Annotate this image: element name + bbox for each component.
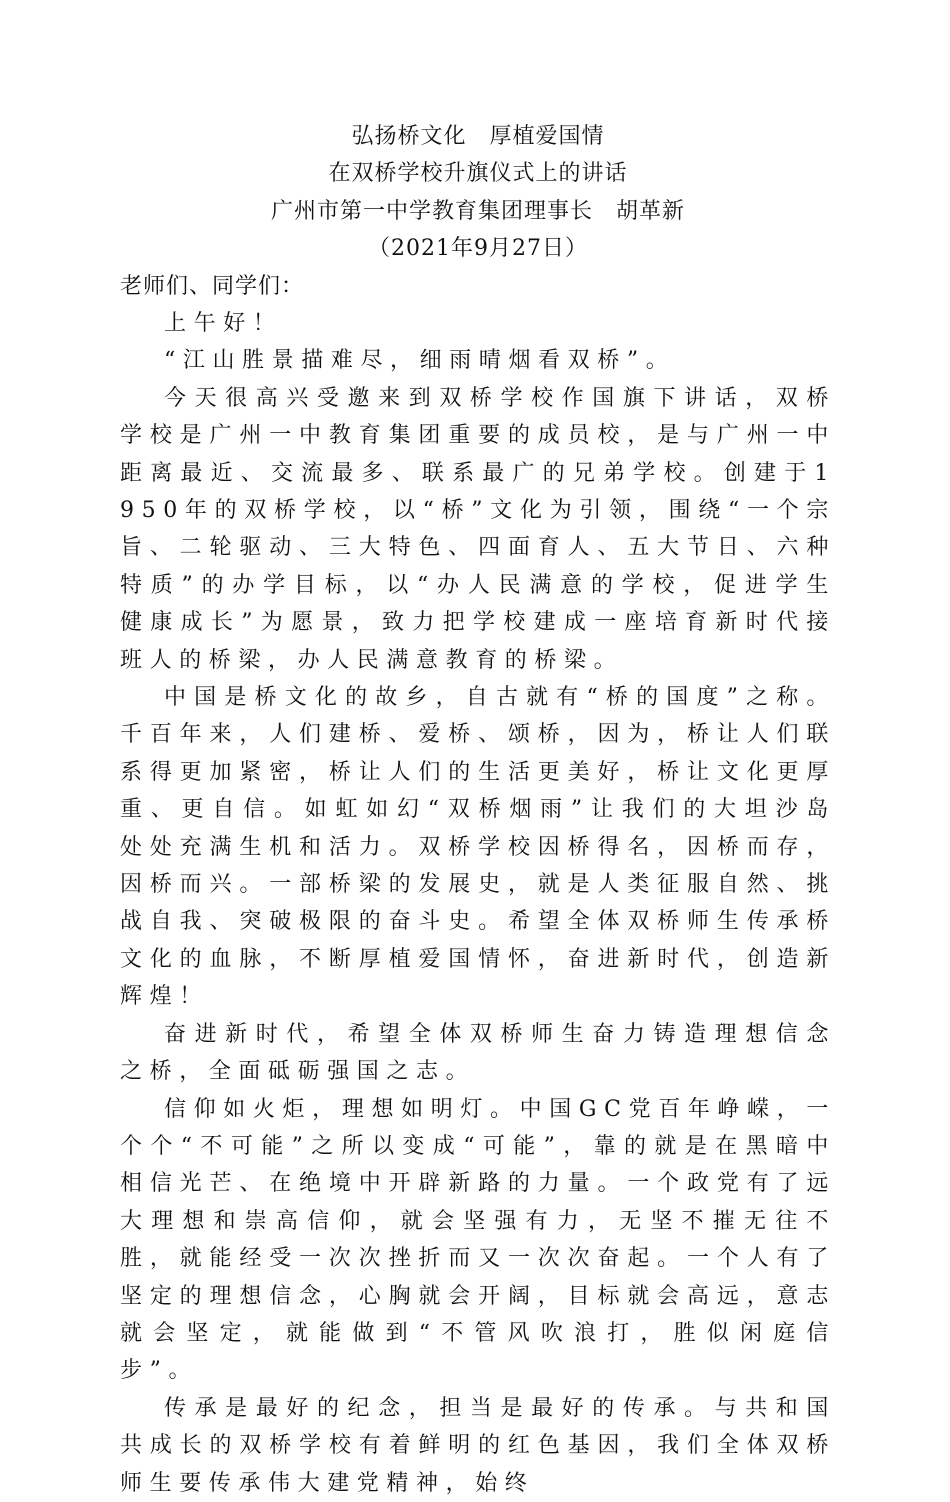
paragraph-greeting: 上午好！ bbox=[164, 310, 283, 336]
salutation: 老师们、同学们： bbox=[120, 273, 305, 299]
paragraph-body: 中国是桥文化的故乡，自古就有“桥的国度”之称。千百年来，人们建桥、爱桥、颂桥，因为，桥让人们联系得更加紧密，桥让人们的生活更美好，桥让文化更厚重、更自信。如虹如幻“双桥烟雨”让我们的大坦沙岛处处充满生机和活力。双桥学校因桥得名，因桥而存，因桥而兴。一部桥梁的发展史，就是人类征服自然、挑战自我、突破极限的奋斗史。希望全体双桥师生传承桥文化的血脉，不断厚植爱国情怀，奋进新时代，创造新辉煌！ bbox=[120, 685, 836, 1010]
date-line: （2021年9月27日） bbox=[368, 236, 588, 262]
paragraph-body: 今天很高兴受邀来到双桥学校作国旗下讲话，双桥学校是广州一中教育集团重要的成员校，是与广州一中距离最近、交流最多、联系最广的兄弟学校。创建于1950年的双桥学校，以“桥”文化为引领，围绕“一个宗旨、二轮驱动、三大特色、四面育人、五大节日、六种特质”的办学目标，以“办人民满意的学校，促进学生健康成长”为愿景，致力把学校建成一座培育新时代接班人的桥梁，办人民满意教育的桥梁。 bbox=[120, 385, 836, 673]
paragraph-body: 传承是最好的纪念，担当是最好的传承。与共和国共成长的双桥学校有着鲜明的红色基因，我们全体双桥师生要传承伟大建党精神，始终 bbox=[120, 1395, 836, 1496]
document-page bbox=[120, 118, 836, 1502]
paragraph-poem-quote: “江山胜景描难尽，细雨晴烟看双桥”。 bbox=[164, 348, 676, 374]
document-title: 弘扬桥文化 厚植爱国情 bbox=[351, 124, 605, 149]
paragraph-body: 信仰如火炬，理想如明灯。中国GC党百年峥嵘，一个个“不可能”之所以变成“可能”，靠的就是在黑暗中相信光芒、在绝境中开辟新路的力量。一个政党有了远大理想和崇高信仰，就会坚强有力，无坚不摧无往不胜，就能经受一次次挫折而又一次次奋起。一个人有了坚定的理想信念，心胸就会开阔，目标就会高远，意志就会坚定，就能做到“不管风吹浪打，胜似闲庭信步”。 bbox=[120, 1096, 836, 1384]
author-line: 广州市第一中学教育集团理事长 胡革新 bbox=[270, 198, 685, 224]
document-subtitle: 在双桥学校升旗仪式上的讲话 bbox=[328, 161, 628, 187]
paragraph-body: 奋进新时代，希望全体双桥师生奋力铸造理想信念之桥，全面砥砺强国之志。 bbox=[120, 1021, 836, 1085]
